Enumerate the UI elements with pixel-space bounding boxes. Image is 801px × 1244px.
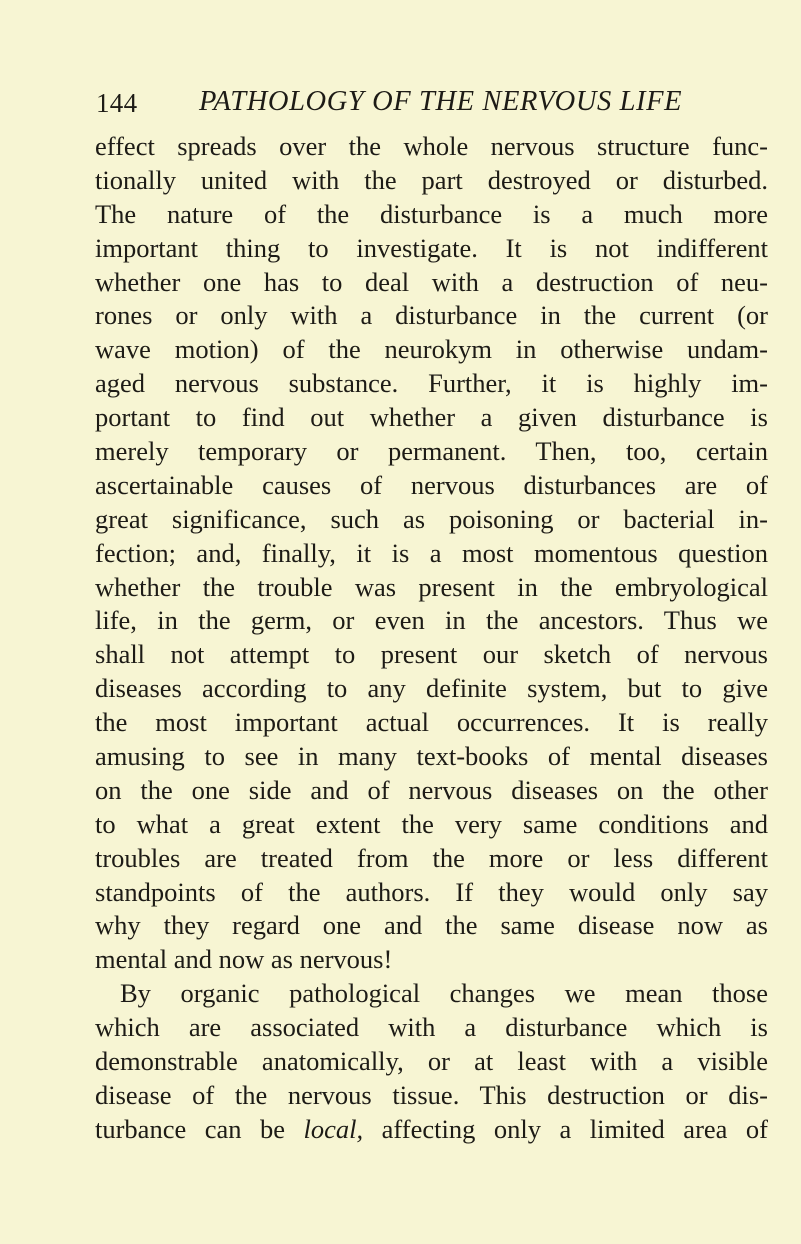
text-line: demonstrable anatomically, or at least with a visible [95,1046,768,1077]
text-line: great significance, such as poisoning or bacterial in- [95,503,768,534]
text-line: merely temporary or permanent. Then, too, certain [95,436,768,467]
text-line: shall not attempt to present our sketch of nervous [95,639,768,670]
text-segment: affecting only a limited area of [363,1113,768,1144]
page-number: 144 [96,88,138,118]
text-line: wave motion) of the neurokym in otherwise undam- [95,334,768,365]
text-line: mental and now as nervous! [95,944,393,975]
body-text [95,130,768,1147]
text-line: tionally united with the part destroyed or disturbed. [95,164,768,195]
chapter-title: PATHOLOGY OF THE NERVOUS LIFE [199,86,683,117]
text-line: whether the trouble was present in the embryological [95,571,768,602]
text-line: troubles are treated from the more or less different [95,842,768,873]
text-line: disease of the nervous tissue. This destruction or dis- [95,1079,768,1110]
text-line: the most important actual occurrences. It is really [95,707,768,738]
text-line: standpoints of the authors. If they would only say [95,876,768,907]
text-line: diseases according to any definite system, but to give [95,673,768,704]
text-line: aged nervous substance. Further, it is highly im- [95,368,768,399]
text-line: life, in the germ, or even in the ancestors. Thus we [95,605,768,636]
text-line: portant to find out whether a given disturbance is [95,402,768,433]
text-line: why they regard one and the same disease now as [95,910,768,941]
text-line: on the one side and of nervous diseases on the other [95,774,768,805]
text-line: By organic pathological changes we mean those [120,978,768,1009]
text-line: effect spreads over the whole nervous structure func- [95,131,768,161]
text-line: whether one has to deal with a destruction of neu- [95,266,768,297]
text-line: to what a great extent the very same conditions and [95,808,768,839]
text-line-final [95,1113,768,1147]
running-head [96,86,716,120]
text-line: rones or only with a disturbance in the current (or [95,300,768,331]
text-segment: turbance can be [95,1113,304,1144]
text-line: The nature of the disturbance is a much more [95,198,768,229]
text-line: amusing to see in many text-books of mental diseases [95,741,768,772]
text-line: important thing to investigate. It is not indifferent [95,232,768,263]
text-line: which are associated with a disturbance which is [95,1012,768,1043]
text-line: fection; and, finally, it is a most momentous question [95,537,768,568]
italic-emphasis: local, [303,1113,364,1144]
text-line: ascertainable causes of nervous disturbances are of [95,469,768,500]
